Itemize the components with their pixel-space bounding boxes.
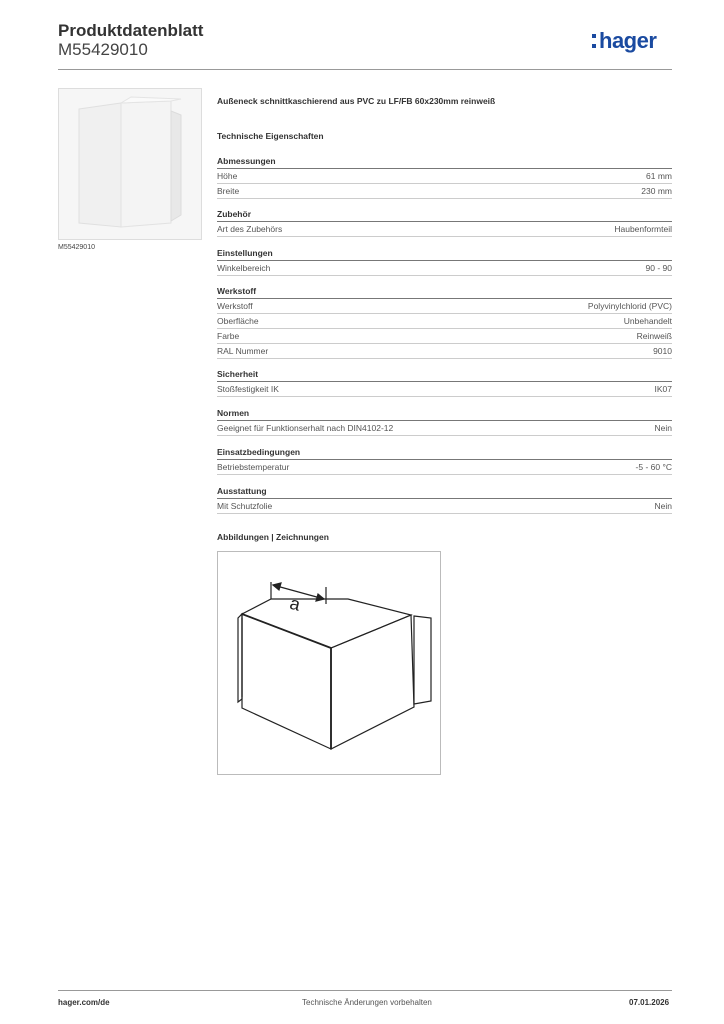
row-value: Haubenformteil: [614, 224, 672, 234]
row-value: 9010: [653, 346, 672, 356]
technical-properties-heading: Technische Eigenschaften: [217, 131, 324, 141]
row-value: IK07: [654, 384, 672, 394]
row-label: Geeignet für Funktionserhalt nach DIN4102-12: [217, 423, 394, 433]
group-title: Einstellungen: [217, 247, 672, 261]
row-label: Stoßfestigkeit IK: [217, 384, 279, 394]
technical-drawing: [217, 551, 441, 775]
table-row: [217, 261, 672, 276]
drawings-heading: Abbildungen | Zeichnungen: [217, 532, 329, 542]
row-value: Unbehandelt: [623, 316, 672, 326]
table-row: [217, 344, 672, 359]
row-label: RAL Nummer: [217, 346, 269, 356]
table-row: [217, 329, 672, 344]
group-title: Werkstoff: [217, 285, 672, 299]
table-row: [217, 314, 672, 329]
spec-group-werkstoff: [217, 285, 672, 359]
row-value: 230 mm: [641, 186, 672, 196]
table-row: [217, 184, 672, 199]
product-title: Außeneck schnittkaschierend aus PVC zu LF/FB 60x230mm reinweiß: [217, 96, 496, 106]
row-value: Reinweiß: [636, 331, 672, 341]
row-label: Oberfläche: [217, 316, 259, 326]
group-title: Einsatzbedingungen: [217, 446, 672, 460]
row-value: Nein: [654, 423, 672, 433]
spec-group-normen: [217, 407, 672, 436]
spec-group-einsatzbedingungen: [217, 446, 672, 475]
group-title: Abmessungen: [217, 155, 672, 169]
row-label: Betriebstemperatur: [217, 462, 290, 472]
corner-piece-photo-icon: [59, 89, 201, 239]
row-value: Polyvinylchlorid (PVC): [587, 301, 672, 311]
thumbnail-caption: M55429010: [58, 244, 95, 251]
table-row: [217, 460, 672, 475]
row-label: Winkelbereich: [217, 263, 271, 273]
footer-date: 07.01.2026: [629, 998, 670, 1007]
row-label: Art des Zubehörs: [217, 224, 283, 234]
group-title: Normen: [217, 407, 672, 421]
footer-divider: [58, 990, 672, 991]
spec-group-ausstattung: [217, 485, 672, 514]
spec-group-zubehoer: [217, 208, 672, 237]
spec-group-sicherheit: [217, 368, 672, 397]
group-title: Sicherheit: [217, 368, 672, 382]
row-value: 61 mm: [646, 171, 672, 181]
corner-drawing-icon: [218, 552, 440, 774]
row-label: Werkstoff: [217, 301, 253, 311]
header-divider: [58, 69, 672, 70]
row-label: Mit Schutzfolie: [217, 501, 273, 511]
table-row: [217, 222, 672, 237]
logo-dots-icon: [592, 28, 597, 52]
page-title: Produktdatenblatt: [58, 21, 204, 40]
group-title: Ausstattung: [217, 485, 672, 499]
product-thumbnail: [58, 88, 202, 240]
row-label: Höhe: [217, 171, 238, 181]
dimension-label-a: a: [287, 592, 303, 615]
table-row: [217, 421, 672, 436]
group-title: Zubehör: [217, 208, 672, 222]
table-row: [217, 299, 672, 314]
row-label: Breite: [217, 186, 240, 196]
spec-group-einstellungen: [217, 247, 672, 276]
footer-website[interactable]: hager.com/de: [58, 998, 110, 1007]
spec-group-abmessungen: [217, 155, 672, 199]
row-value: -5 - 60 °C: [635, 462, 672, 472]
row-value: Nein: [654, 501, 672, 511]
logo-text: hager: [599, 28, 657, 53]
row-label: Farbe: [217, 331, 240, 341]
row-value: 90 - 90: [645, 263, 672, 273]
hager-logo: [592, 28, 656, 54]
article-number: M55429010: [58, 40, 148, 59]
table-row: [217, 382, 672, 397]
table-row: [217, 499, 672, 514]
table-row: [217, 169, 672, 184]
footer-disclaimer: Technische Änderungen vorbehalten: [302, 998, 432, 1007]
